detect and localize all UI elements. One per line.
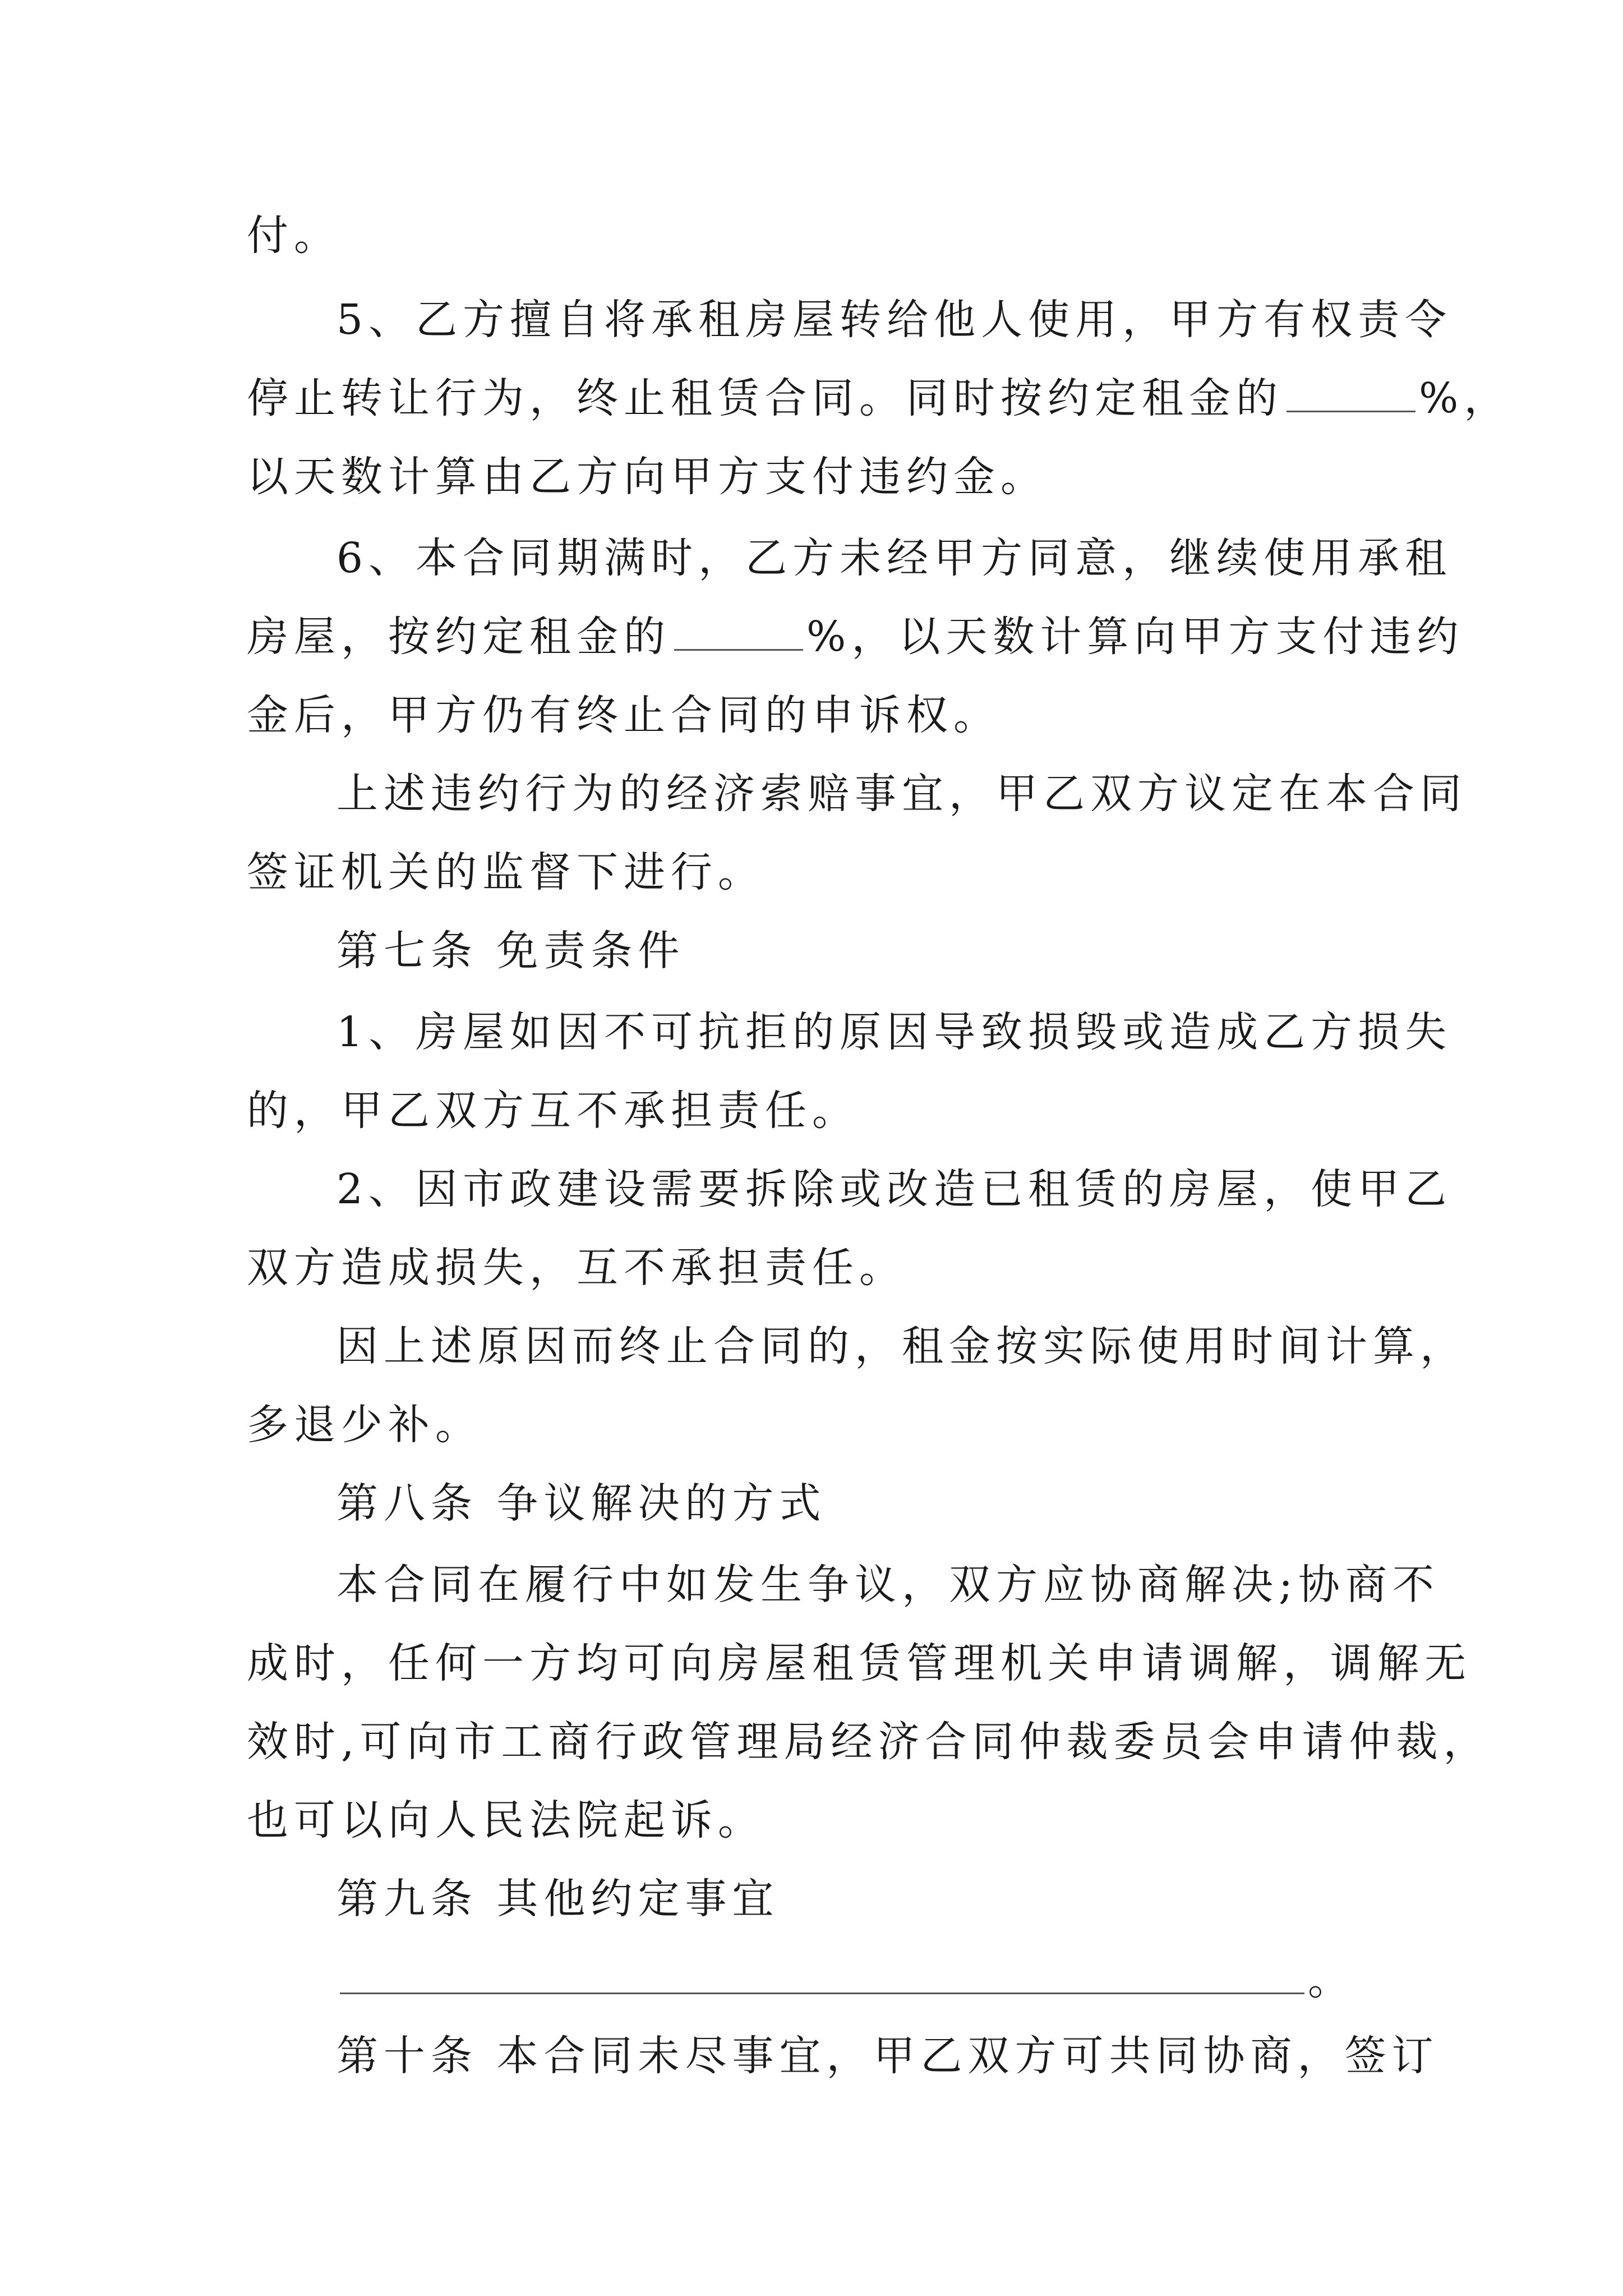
text-span: 上述违约行为的经济索赔事宜，甲乙双方议定在本合同: [336, 770, 1467, 818]
paragraph-line: [336, 1304, 1467, 1388]
text-span: 效时,可向市工商行政管理局经济合同仲裁委员会申请仲裁，: [247, 1718, 1491, 1766]
text-span: 的，甲乙双方互不承担责任。: [247, 1087, 859, 1135]
text-span: 以天数计算由乙方向甲方支付违约金。: [247, 453, 1048, 501]
clause-5-line-1: [336, 278, 1453, 362]
article-9-heading: [336, 1857, 1385, 1941]
text-span: 停止转让行为，终止租赁合同。同时按约定租金的: [247, 374, 1283, 422]
text-span: 房屋，按约定租金的: [247, 613, 671, 661]
blank-field: [340, 1959, 1304, 1994]
article-7-item-1-cont: [247, 1069, 1385, 1153]
text-span: %，: [1419, 374, 1511, 422]
article-8-line-2: [247, 1621, 1472, 1705]
article-9-blank-line: [336, 1938, 1385, 2022]
clause-6-line-1: [336, 516, 1453, 600]
text-span: 。: [1308, 1956, 1355, 2004]
text-span: 因上述原因而终止合同的，租金按实际使用时间计算，: [336, 1322, 1467, 1370]
text-span: %，以天数计算向甲方支付违约: [806, 613, 1464, 661]
text-line: [247, 194, 1385, 278]
text-span: 第七条 免责条件: [336, 927, 685, 975]
text-span: 成时，任何一方均可向房屋租赁管理机关申请调解，调解无: [247, 1639, 1472, 1687]
text-span: 2、因市政建设需要拆除或改造已租赁的房屋，使甲乙: [336, 1165, 1453, 1213]
text-span: 1、房屋如因不可抗拒的原因导致损毁或造成乙方损失: [336, 1008, 1453, 1056]
article-8-line-4: [247, 1778, 1385, 1862]
text-span: 6、本合同期满时，乙方未经甲方同意，继续使用承租: [336, 534, 1453, 582]
text-span: 5、乙方擅自将承租房屋转给他人使用，甲方有权责令: [336, 296, 1453, 344]
article-8-heading: [336, 1461, 1385, 1545]
clause-5-line-2: [247, 356, 1511, 440]
text-span: 也可以向人民法院起诉。: [247, 1796, 765, 1844]
article-7-heading: [336, 909, 1385, 993]
clause-6-line-2: [247, 595, 1464, 679]
text-span: 双方造成损失，互不承担责任。: [247, 1244, 906, 1292]
article-7-item-1: [336, 990, 1453, 1074]
text-span: 签证机关的监督下进行。: [247, 848, 765, 896]
clause-6-line-3: [247, 673, 1385, 757]
clause-5-line-3: [247, 435, 1385, 519]
blank-field: [1287, 377, 1415, 412]
text-span: 金后，甲方仍有终止合同的申诉权。: [247, 691, 1000, 739]
article-7-item-2: [336, 1147, 1453, 1231]
text-span: 付。: [247, 211, 341, 260]
article-8-line-3: [247, 1700, 1491, 1784]
text-span: 本合同在履行中如发生争议，双方应协商解决;协商不: [336, 1561, 1440, 1609]
article-10-line-1: [336, 2014, 1439, 2098]
text-span: 第十条 本合同未尽事宜，甲乙双方可共同协商，签订: [336, 2032, 1439, 2080]
text-span: 第八条 争议解决的方式: [336, 1479, 827, 1527]
paragraph-line: [247, 830, 1385, 914]
text-span: 多退少补。: [247, 1401, 482, 1449]
blank-field: [674, 615, 803, 651]
paragraph-line: [247, 1383, 1385, 1467]
text-span: 第九条 其他约定事宜: [336, 1875, 780, 1923]
article-8-line-1: [336, 1543, 1440, 1627]
article-7-item-2-cont: [247, 1226, 1385, 1310]
paragraph-line: [336, 752, 1467, 836]
